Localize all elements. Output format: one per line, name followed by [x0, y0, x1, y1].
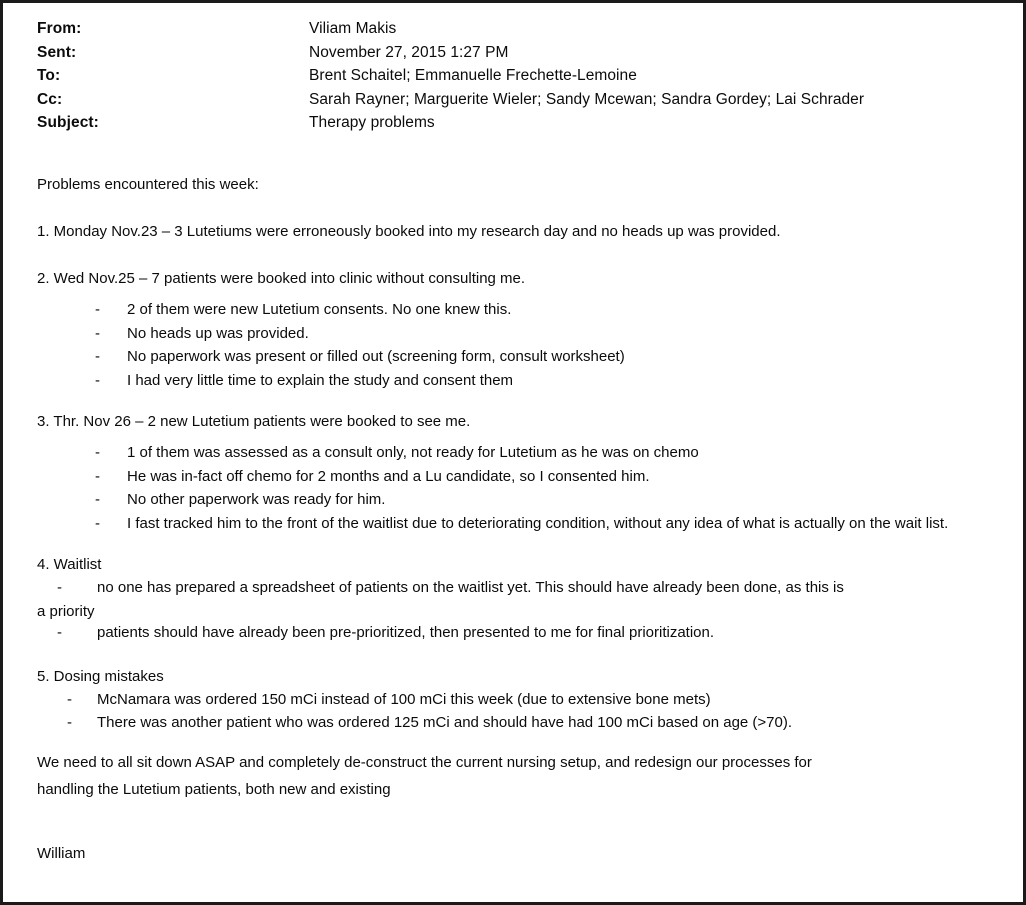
- bullet-dash-icon: -: [95, 371, 100, 389]
- bullet-dash-icon: -: [95, 348, 100, 366]
- list-item: [95, 443, 997, 463]
- body-closing-line-2: handling the Lutetium patients, both new and existing: [37, 781, 391, 799]
- bullet-dash-icon: -: [95, 324, 100, 342]
- list-item: [95, 324, 997, 344]
- list-item-text: McNamara was ordered 150 mCi instead of 100 mCi this week (due to extensive bone mets): [97, 690, 711, 708]
- body-item-4-bullet-2: [37, 623, 997, 643]
- header-value-to: Brent Schaitel; Emmanuelle Frechette-Lemoine: [309, 67, 637, 84]
- header-value-subject: Therapy problems: [309, 114, 435, 131]
- header-row-from: [37, 21, 997, 37]
- list-item: [95, 467, 997, 487]
- list-item-text: 2 of them were new Lutetium consents. No one knew this.: [127, 301, 512, 319]
- header-value-from: Viliam Makis: [309, 20, 397, 37]
- bullet-dash-icon: -: [95, 301, 100, 319]
- header-label-subject: Subject:: [37, 114, 99, 131]
- header-label-cc: Cc:: [37, 90, 63, 108]
- bullet-dash-icon: -: [67, 690, 72, 708]
- body-item-2: 2. Wed Nov.25 – 7 patients were booked into clinic without consulting me.: [37, 269, 526, 287]
- bullet-dash-icon: -: [57, 624, 62, 642]
- header-row-sent: [37, 45, 997, 61]
- bullet-dash-icon: -: [95, 444, 100, 462]
- body-item-4: 4. Waitlist: [37, 556, 102, 574]
- list-item-text: no one has prepared a spreadsheet of patients on the waitlist yet. This should have already been done, as this is: [97, 579, 844, 597]
- list-item: [57, 578, 997, 598]
- email-body: [37, 175, 997, 864]
- header-row-to: [37, 68, 997, 84]
- document-content: [3, 3, 1023, 902]
- list-item: [95, 371, 997, 391]
- email-header-block: [37, 21, 997, 131]
- list-item: [95, 490, 997, 510]
- body-item-5-bullets: [37, 690, 997, 733]
- list-item-text: 1 of them was assessed as a consult only, not ready for Lutetium as he was on chemo: [127, 444, 699, 462]
- list-item-text: patients should have already been pre-prioritized, then presented to me for final prioritization.: [97, 624, 715, 642]
- bullet-dash-icon: -: [95, 491, 100, 509]
- body-item-3-bullets: [37, 443, 997, 533]
- bullet-dash-icon: -: [95, 514, 100, 532]
- header-row-cc: [37, 92, 997, 108]
- list-item: [95, 514, 997, 534]
- body-signature: William: [37, 844, 86, 862]
- list-item-text: No heads up was provided.: [127, 324, 309, 342]
- body-item-4-bullet-1-continuation: a priority: [37, 602, 95, 620]
- header-row-subject: [37, 115, 997, 131]
- header-value-sent: November 27, 2015 1:27 PM: [309, 43, 509, 61]
- body-item-3: 3. Thr. Nov 26 – 2 new Lutetium patients were booked to see me.: [37, 413, 471, 431]
- list-item: [67, 713, 997, 733]
- list-item-text: I fast tracked him to the front of the waitlist due to deteriorating condition, without any idea of what is actually on the wait list.: [127, 514, 949, 532]
- list-item-text: He was in-fact off chemo for 2 months and a Lu candidate, so I consented him.: [127, 467, 650, 485]
- bullet-dash-icon: -: [67, 714, 72, 732]
- list-item: [95, 347, 997, 367]
- bullet-dash-icon: -: [57, 579, 62, 597]
- header-label-from: From:: [37, 20, 82, 37]
- body-item-2-bullets: [37, 300, 997, 390]
- list-item: [95, 300, 997, 320]
- body-item-1: 1. Monday Nov.23 – 3 Lutetiums were erroneously booked into my research day and no heads up was provided.: [37, 222, 781, 240]
- body-closing-line-1: We need to all sit down ASAP and completely de-construct the current nursing setup, and redesign our processes for: [37, 753, 812, 771]
- list-item: [57, 623, 997, 643]
- header-value-cc: Sarah Rayner; Marguerite Wieler; Sandy Mcewan; Sandra Gordey; Lai Schrader: [309, 90, 865, 108]
- list-item-text: There was another patient who was ordered 125 mCi and should have had 100 mCi based on age (>70).: [97, 714, 793, 732]
- body-item-5: 5. Dosing mistakes: [37, 667, 164, 685]
- list-item: [67, 690, 997, 710]
- list-item-text: No other paperwork was ready for him.: [127, 491, 386, 509]
- list-item-text: No paperwork was present or filled out (screening form, consult worksheet): [127, 348, 625, 366]
- header-label-sent: Sent:: [37, 43, 77, 61]
- body-item-4-bullet-1: [37, 578, 997, 598]
- list-item-text: I had very little time to explain the study and consent them: [127, 371, 514, 389]
- body-intro: Problems encountered this week:: [37, 175, 259, 193]
- header-label-to: To:: [37, 67, 61, 84]
- bullet-dash-icon: -: [95, 467, 100, 485]
